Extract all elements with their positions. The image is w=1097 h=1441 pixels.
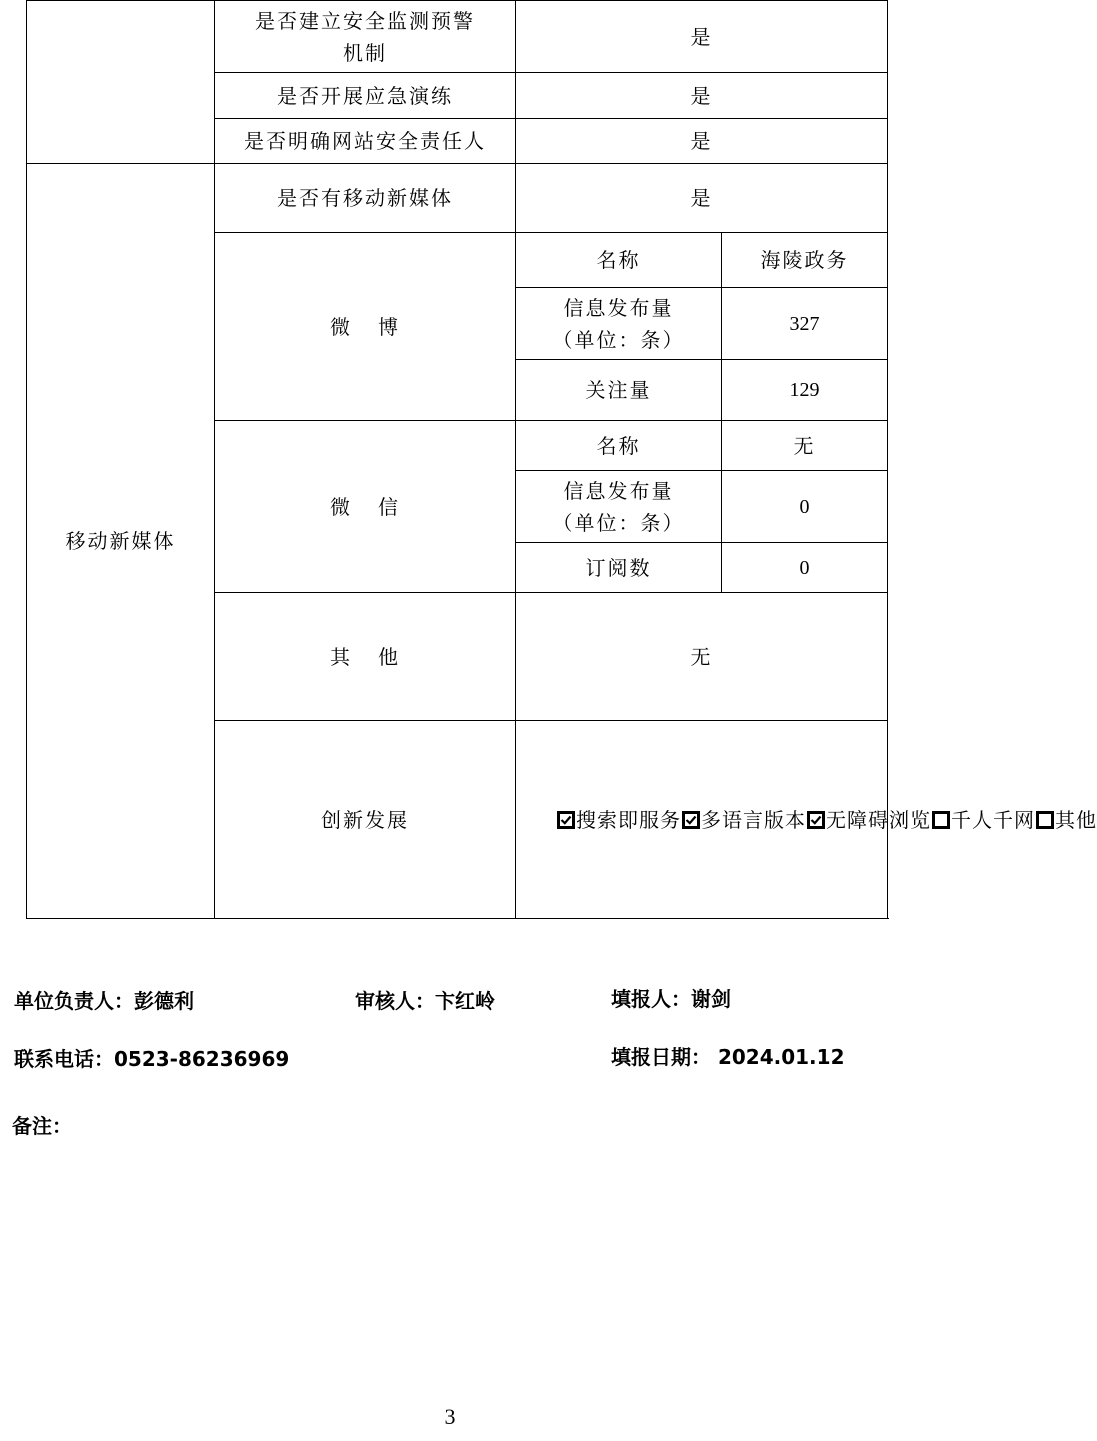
wechat-subs-label: 订阅数 (516, 543, 722, 593)
other-label: 其 他 (215, 593, 516, 721)
fill-date: 填报日期： 2024.01.12 (611, 1045, 845, 1069)
wechat-label: 微 信 (215, 421, 516, 593)
weibo-name-label: 名称 (516, 233, 722, 288)
contact-phone: 联系电话：0523-86236969 (14, 1047, 290, 1071)
report-table (26, 0, 1097, 919)
weibo-posts-value: 327 (722, 288, 888, 360)
weibo-label: 微 博 (215, 233, 516, 421)
mobile-section-label: 移动新媒体 (27, 164, 215, 919)
has-media-label: 是否有移动新媒体 (215, 164, 516, 233)
option-search-service[interactable]: 搜索即服务 (556, 808, 681, 832)
unchecked-checkbox-icon[interactable] (932, 811, 950, 829)
monitoring-label: 是否建立安全监测预警 机制 (215, 1, 516, 73)
weibo-followers-value: 129 (722, 360, 888, 421)
wechat-name-value: 无 (722, 421, 888, 471)
monitoring-value: 是 (516, 1, 888, 73)
has-media-value: 是 (516, 164, 888, 233)
responsible-value: 是 (516, 119, 888, 164)
option-personalized[interactable]: 千人千网 (931, 808, 1035, 832)
wechat-name-label: 名称 (516, 421, 722, 471)
unchecked-checkbox-icon[interactable] (1036, 811, 1054, 829)
weibo-name-value: 海陵政务 (722, 233, 888, 288)
innovation-section-label: 创新发展 (215, 721, 516, 919)
wechat-posts-label: 信息发布量 （单位：条） (516, 471, 722, 543)
unit-head: 单位负责人：彭德利 (14, 989, 194, 1013)
option-multilingual[interactable]: 多语言版本 (681, 808, 806, 832)
wechat-posts-value: 0 (722, 471, 888, 543)
drill-value: 是 (516, 73, 888, 119)
drill-label: 是否开展应急演练 (215, 73, 516, 119)
checked-checkbox-icon[interactable] (557, 811, 575, 829)
table-row (27, 164, 888, 233)
table-row (27, 1, 888, 73)
checked-checkbox-icon[interactable] (682, 811, 700, 829)
reviewer: 审核人：卞红岭 (355, 989, 495, 1013)
weibo-posts-label: 信息发布量 （单位：条） (516, 288, 722, 360)
option-other[interactable]: 其他 (1035, 808, 1097, 832)
responsible-label: 是否明确网站安全责任人 (215, 119, 516, 164)
other-value: 无 (516, 593, 888, 721)
checked-checkbox-icon[interactable] (807, 811, 825, 829)
innovation-options (516, 721, 1097, 919)
blank-section-cell (27, 1, 215, 164)
page-number: 3 (444, 1404, 456, 1429)
remarks: 备注： (12, 1114, 72, 1138)
weibo-followers-label: 关注量 (516, 360, 722, 421)
wechat-subs-value: 0 (722, 543, 888, 593)
option-accessibility[interactable]: 无障碍浏览 (806, 808, 931, 832)
filler: 填报人：谢剑 (611, 987, 731, 1011)
